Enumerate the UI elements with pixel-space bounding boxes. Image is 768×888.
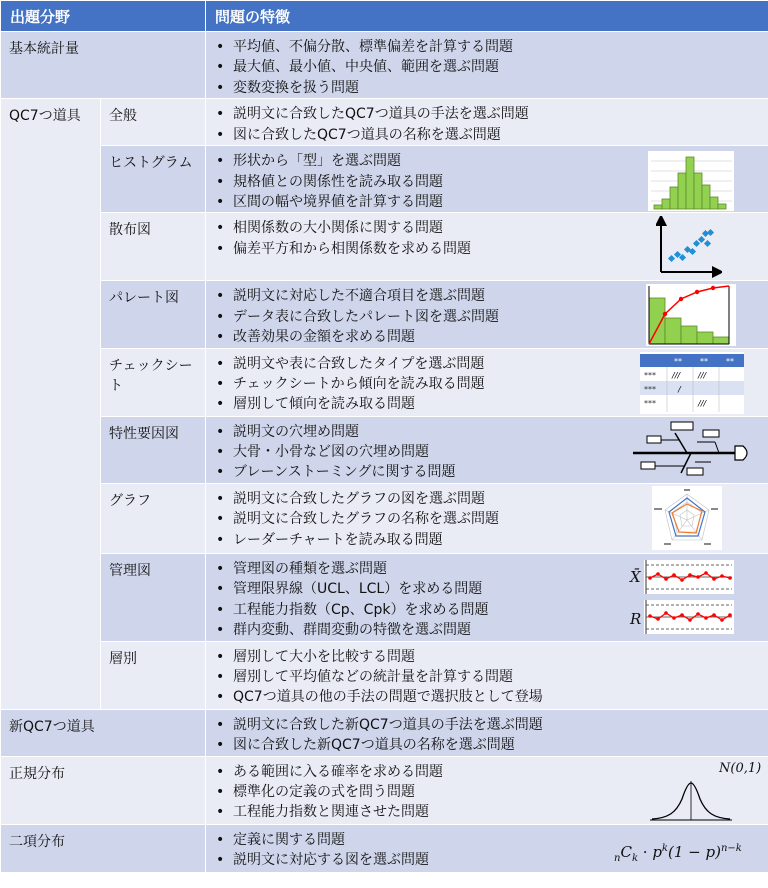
checksheet-header-mark: ** — [700, 356, 709, 366]
features-pareto — [206, 281, 768, 348]
checksheet-row-label: *** — [644, 398, 657, 408]
checksheet-header-mark: ** — [674, 356, 683, 366]
subcategory-control-chart: 管理図 — [101, 553, 206, 641]
checksheet-tally: /// — [698, 398, 707, 408]
point: • 説明文に対応する図を選ぶ問題 — [216, 850, 764, 870]
subcategory-checksheet: チェックシート — [101, 348, 206, 416]
features-general — [206, 99, 768, 146]
point: • 群内変動、群間変動の特徴を選ぶ問題 — [216, 620, 764, 640]
row-pareto — [1, 281, 768, 348]
point: • 改善効果の金額を求める問題 — [216, 327, 764, 347]
features-normal-distribution — [206, 756, 768, 824]
subcategory-pareto: パレート図 — [101, 281, 206, 348]
subcategory-stratification: 層別 — [101, 641, 206, 709]
features-new-qc7 — [206, 709, 768, 756]
header-row — [1, 1, 768, 32]
point: • 大骨・小骨など図の穴埋め問題 — [216, 442, 764, 462]
point: • 区間の幅や境界値を計算する問題 — [216, 192, 764, 212]
row-checksheet — [1, 348, 768, 416]
category-basic-stats: 基本統計量 — [1, 32, 206, 99]
checksheet-row-label: *** — [644, 370, 657, 380]
point: • チェックシートから傾向を読み取る問題 — [216, 374, 764, 394]
point: • 説明文の穴埋め問題 — [216, 422, 764, 442]
row-binomial-distribution — [1, 824, 768, 872]
radar-chart-illustration — [652, 486, 722, 550]
features-binomial-distribution — [206, 824, 768, 872]
xbar-label: X̄ — [630, 567, 641, 586]
point: • QC7つ道具の他の手法の問題で選択肢として登場 — [216, 687, 764, 707]
point: • 平均値、不偏分散、標準偏差を計算する問題 — [216, 37, 764, 57]
point: • 説明文に対応した不適合項目を選ぶ問題 — [216, 286, 764, 306]
point: • 管理図の種類を選ぶ問題 — [216, 559, 764, 579]
point: • 変数変換を扱う問題 — [216, 78, 764, 98]
features-scatter — [206, 213, 768, 281]
r-label: R — [630, 609, 642, 628]
category-qc7: QC7つ道具 — [1, 99, 101, 709]
point: • ブレーンストーミングに関する問題 — [216, 462, 764, 482]
point: • レーダーチャートを読み取る問題 — [216, 530, 764, 550]
subcategory-graph: グラフ — [101, 483, 206, 553]
point: • 説明文に合致したグラフの図を選ぶ問題 — [216, 489, 764, 509]
point: • 図に合致したQC7つ道具の名称を選ぶ問題 — [216, 125, 764, 145]
row-control-chart — [1, 553, 768, 641]
row-normal-distribution — [1, 756, 768, 824]
point: • 層別して大小を比較する問題 — [216, 647, 764, 667]
point: • ある範囲に入る確率を求める問題 — [216, 762, 764, 782]
row-histogram — [1, 146, 768, 213]
normal-distribution-label: N(0,1) — [719, 760, 762, 776]
features-basic-stats — [206, 32, 768, 99]
point: • 形状から「型」を選ぶ問題 — [216, 151, 764, 171]
features-histogram — [206, 146, 768, 213]
subcategory-general: 全般 — [101, 99, 206, 146]
checksheet-header-mark: ** — [726, 356, 735, 366]
point: • 管理限界線（UCL、LCL）を求める問題 — [216, 579, 764, 599]
point: • 定義に関する問題 — [216, 830, 764, 850]
row-fishbone — [1, 416, 768, 483]
checksheet-illustration — [640, 352, 744, 414]
point: • 図に合致した新QC7つ道具の名称を選ぶ問題 — [216, 735, 764, 755]
point: • 説明文に合致したグラフの名称を選ぶ問題 — [216, 509, 764, 529]
row-basic-stats — [1, 32, 768, 99]
category-new-qc7: 新QC7つ道具 — [1, 709, 206, 756]
category-normal-distribution: 正規分布 — [1, 756, 206, 824]
point: • 説明文に合致したQC7つ道具の手法を選ぶ問題 — [216, 104, 764, 124]
subcategory-scatter: 散布図 — [101, 213, 206, 281]
point: • 規格値との関係性を読み取る問題 — [216, 172, 764, 192]
checksheet-tally: /// — [672, 370, 681, 380]
features-fishbone — [206, 416, 768, 483]
row-stratification — [1, 641, 768, 709]
point: • 相関係数の大小関係に関する問題 — [216, 218, 764, 238]
subcategory-histogram: ヒストグラム — [101, 146, 206, 213]
point: • 最大値、最小値、中央値、範囲を選ぶ問題 — [216, 57, 764, 77]
pareto-illustration — [646, 284, 736, 346]
point: • 層別して平均値などの統計量を計算する問題 — [216, 667, 764, 687]
features-control-chart — [206, 553, 768, 641]
normal-curve-illustration — [650, 777, 732, 823]
category-binomial-distribution: 二項分布 — [1, 824, 206, 872]
header-feature: 問題の特徴 — [206, 1, 768, 32]
scatter-illustration — [656, 216, 722, 278]
fishbone-illustration — [631, 420, 757, 480]
control-chart-illustration — [644, 558, 734, 636]
point: • 説明文や表に合致したタイプを選ぶ問題 — [216, 354, 764, 374]
point: • 偏差平方和から相関係数を求める問題 — [216, 239, 764, 259]
row-new-qc7 — [1, 709, 768, 756]
binomial-formula: $_nC_k \cdot p^k(1 - p)^{n-k}$ — [614, 842, 742, 864]
row-qc7-general — [1, 99, 768, 146]
checksheet-tally: /// — [698, 370, 707, 380]
features-stratification — [206, 641, 768, 709]
point: • データ表に合致したパレート図を選ぶ問題 — [216, 307, 764, 327]
point: • 工程能力指数（Cp、Cpk）を求める問題 — [216, 600, 764, 620]
point: • 標準化の定義の式を問う問題 — [216, 782, 764, 802]
header-field: 出題分野 — [1, 1, 206, 32]
row-scatter — [1, 213, 768, 281]
histogram-illustration — [648, 151, 734, 211]
features-checksheet — [206, 348, 768, 416]
features-graph — [206, 483, 768, 553]
point: • 説明文に合致した新QC7つ道具の手法を選ぶ問題 — [216, 715, 764, 735]
point: • 層別して傾向を読み取る問題 — [216, 394, 764, 414]
row-graph — [1, 483, 768, 553]
subcategory-fishbone: 特性要因図 — [101, 416, 206, 483]
checksheet-tally: / — [678, 384, 681, 394]
checksheet-row-label: *** — [644, 384, 657, 394]
point: • 工程能力指数と関連させた問題 — [216, 802, 764, 822]
